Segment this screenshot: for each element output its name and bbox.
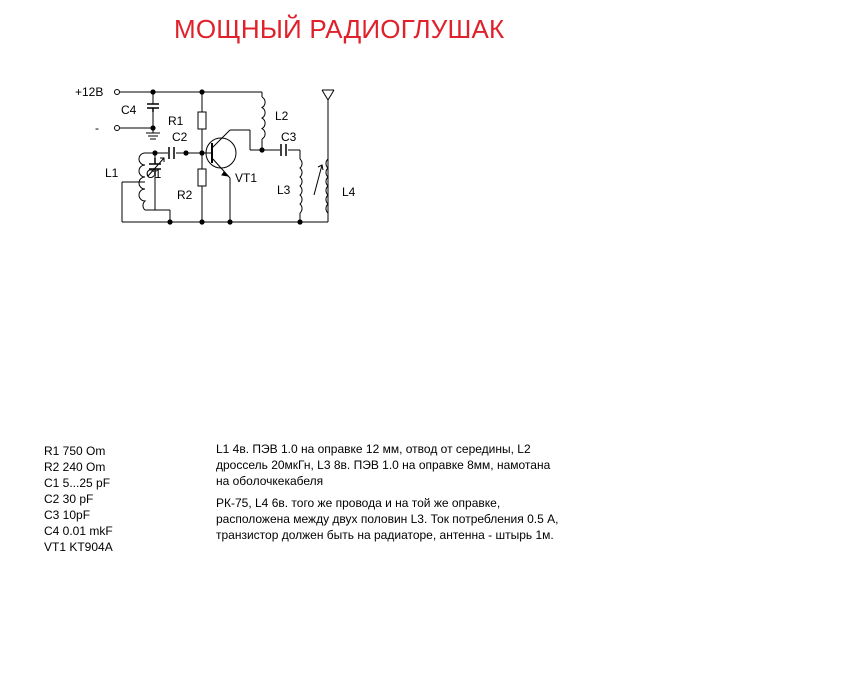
coupling-arrow-icon	[314, 165, 323, 195]
label-c3: C3	[281, 130, 297, 144]
label-c1: C1	[146, 167, 162, 181]
notes-paragraph: L1 4в. ПЭВ 1.0 на оправке 12 мм, отвод от середины, L2 дроссель 20мкГн, L3 8в. ПЭВ 1.0 на оправке 8мм, намотана на оболочкекабеля	[216, 442, 551, 488]
supply-plus-label: +12В	[75, 85, 104, 99]
parts-list-item: VT1 KT904A	[44, 540, 113, 554]
transistor-vt1	[206, 130, 236, 178]
page-title: МОЩНЫЙ РАДИОГЛУШАК	[174, 14, 505, 44]
supply-minus-label: -	[95, 121, 99, 135]
antenna-icon	[322, 90, 334, 100]
wires	[119, 92, 328, 222]
label-l2: L2	[275, 109, 289, 123]
label-c4: C4	[121, 103, 137, 117]
parts-list-item: C4 0.01 mkF	[44, 524, 113, 538]
label-vt1: VT1	[235, 171, 258, 185]
capacitor-c2	[169, 147, 174, 159]
inductor-l3	[300, 159, 302, 213]
resistor-r1	[198, 112, 206, 129]
parts-list-item: C3 10pF	[44, 508, 91, 522]
label-c2: C2	[172, 130, 188, 144]
parts-list	[44, 443, 113, 555]
minus-terminal	[115, 126, 120, 131]
label-l3: L3	[277, 183, 291, 197]
notes-paragraph: РК-75, L4 6в. того же провода и на той же оправке, расположена между двух половин L3. Ток потребления 0.5 А, транзистор должен быть на радиаторе, антенна - штырь 1м.	[216, 496, 559, 542]
parts-list-item: C1 5...25 pF	[44, 476, 111, 490]
parts-list-item: C2 30 pF	[44, 492, 94, 506]
capacitor-c4	[147, 104, 159, 112]
inductor-l4	[326, 159, 328, 213]
label-r2: R2	[177, 188, 193, 202]
label-l1: L1	[105, 166, 119, 180]
resistor-r2	[198, 169, 206, 186]
capacitor-c3	[281, 144, 286, 156]
plus-terminal	[115, 90, 120, 95]
winding-notes	[216, 441, 566, 549]
parts-list-item: R2 240 Om	[44, 460, 106, 474]
inductor-l2	[262, 97, 265, 139]
label-l4: L4	[342, 185, 356, 199]
label-r1: R1	[168, 114, 184, 128]
parts-list-item: R1 750 Om	[44, 444, 106, 458]
